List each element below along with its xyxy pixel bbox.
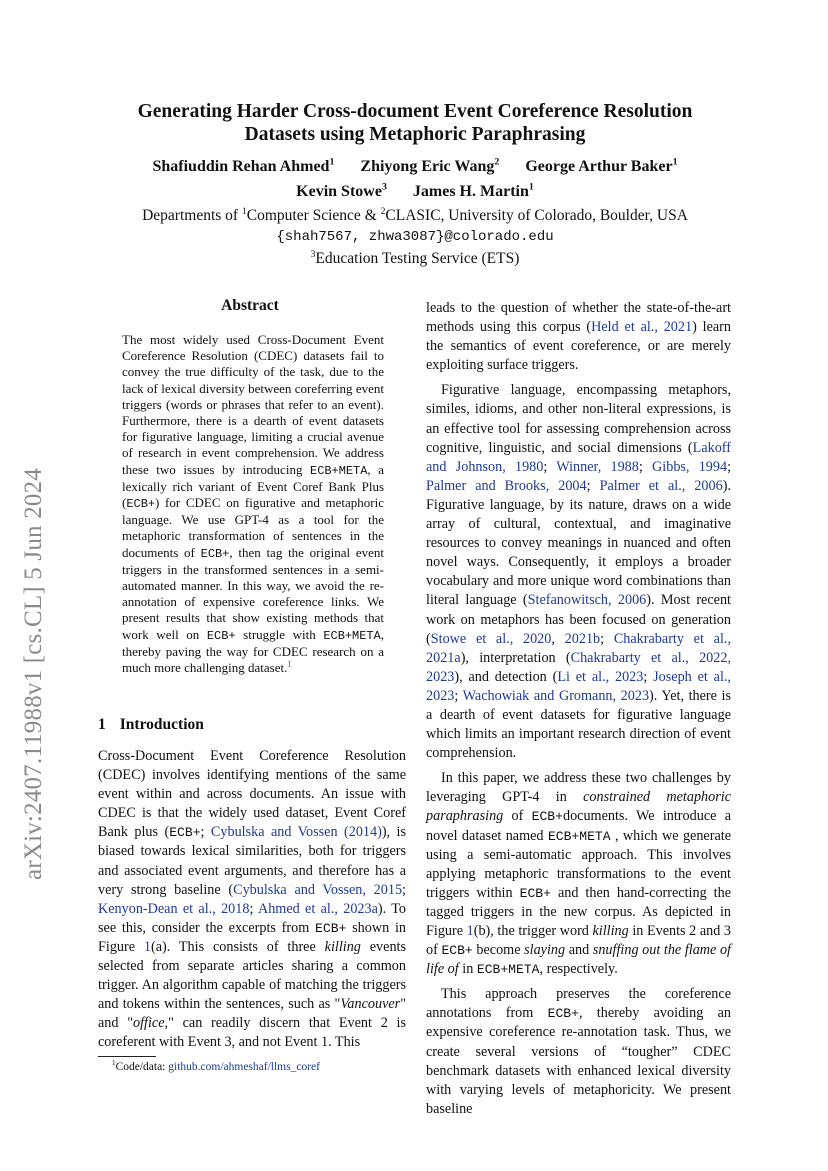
author: Shafiuddin Rehan Ahmed$^1$ bbox=[152, 156, 335, 175]
citation-link[interactable]: Li et al., 2023 bbox=[557, 668, 644, 685]
citation-link[interactable]: Chakrabarty et al., 2021a bbox=[426, 630, 731, 666]
title-line-1: Generating Harder Cross-document Event Coreference Resolution bbox=[137, 101, 693, 122]
author: Kevin Stowe$^3$ bbox=[296, 181, 387, 200]
section-heading-introduction: 1 Introduction bbox=[98, 716, 204, 733]
citation-link[interactable]: Held et al., 2021 bbox=[591, 319, 693, 336]
paper-title bbox=[90, 100, 740, 146]
citation-link[interactable]: Palmer and Brooks, 2004 bbox=[426, 477, 587, 494]
citation-link[interactable]: Palmer et al., 2006 bbox=[599, 477, 723, 494]
author: George Arthur Baker$^1$ bbox=[525, 156, 678, 175]
intro-left-column bbox=[98, 747, 406, 1053]
figure-link[interactable]: 1 bbox=[466, 923, 474, 939]
repository-link[interactable]: github.com/ahmeshaf/llms_coref bbox=[168, 1061, 320, 1073]
citation-link[interactable]: 2021b bbox=[564, 630, 601, 647]
citation-link[interactable]: Chakrabarty et al., 2022, 2023 bbox=[426, 649, 731, 685]
author-list-line-2 bbox=[90, 183, 740, 201]
citation-link[interactable]: Lakoff and Johnson, 1980 bbox=[426, 439, 731, 475]
abstract-heading: Abstract bbox=[221, 297, 279, 314]
author: James H. Martin$^1$ bbox=[412, 181, 534, 200]
paragraph: leads to the question of whether the state-of-the-art methods using this corpus (Held et al., 2021) learn the semantics of event coreference, or are merely exploiting surface triggers. bbox=[426, 300, 731, 374]
abstract-body: The most widely used Cross-Document Event Coreference Resolution (CDEC) datasets fail to convey the true difficulty of the task, due to the lack of lexical diversity between coreferring event triggers (words or phrases that refer to an event). Furthermore, there is a dearth of event datasets for figurative language, limiting a crucial avenue of research in event comprehension. We address these two issues by introducing ECB+META, a lexically rich variant of Event Coref Bank Plus (ECB+) for CDEC on figurative and metaphoric language. We use GPT-4 as a tool for the metaphoric transformation of sentences in the documents of ECB+, then tag the original event triggers in the transformed sentences in a semi-automated manner. In this way, we avoid the re-annotation of expensive coreference links. We present results that show existing methods that work well on ECB+ struggle with ECB+META, thereby paving the way for CDEC research on a much more challenging dataset.$^1$ bbox=[122, 332, 385, 676]
paragraph: Figurative language, encompassing metaphors, similes, idioms, and other non-literal expressions, is an effective tool for assessing comprehension across cognitive, linguistic, and social dimensions (Lakoff and Johnson, 1980; Winner, 1988; Gibbs, 1994; Palmer and Brooks, 2004; Palmer et al., 2006). Figurative language, by its nature, draws on a wide array of cultural, contextual, and imaginative resources to convey meanings in nuanced and often novel ways. Consequently, it employs a broader vocabulary and more unique word combinations than literal language (Stefanowitsch, 2006). Most recent work on metaphors has been focused on generation (Stowe et al., 2020, 2021b; Chakrabarty et al., 2021a), interpretation (Chakrabarty et al., 2022, 2023), and detection (Li et al., 2023; Joseph et al., 2023; Wachowiak and Gromann, 2023). Yet, there is a dearth of event datasets for figurative language which limits an important research direction of event comprehension. bbox=[426, 382, 732, 762]
citation-link[interactable]: Stowe et al., 2020 bbox=[430, 630, 552, 647]
citation-link[interactable]: Joseph et al., 2023 bbox=[426, 668, 731, 704]
citation-link[interactable]: Winner, 1988 bbox=[556, 458, 639, 475]
title-line-2: Datasets using Metaphoric Paraphrasing bbox=[244, 124, 586, 145]
footnote-divider bbox=[98, 1056, 156, 1057]
author-emails: {shah7567, zhwa3087}@colorado.edu bbox=[276, 229, 554, 245]
author-list-line-1 bbox=[90, 158, 740, 176]
paragraph: This approach preserves the coreference annotations from ECB+, thereby avoiding an expensive coreference re-annotation task. Thus, we create several versions of “tougher” CDEC benchmark datasets with enhanced lexical diversity with varying levels of metaphoricity. We present baseline bbox=[426, 986, 731, 1117]
author: Zhiyong Eric Wang$^2$ bbox=[360, 156, 500, 175]
citation-link[interactable]: Kenyon-Dean et al., 2018 bbox=[98, 900, 250, 917]
paragraph: In this paper, we address these two challenges by leveraging GPT-4 in constrained metaphoric paraphrasing of ECB+documents. We introduce a novel dataset named ECB+META , which we generate using a semi-automatic approach. This involves applying metaphoric transformations to the event triggers within ECB+ and then hand-correcting the tagged triggers in the new corpus. As depicted in Figure 1(b), the trigger word killing in Events 2 and 3 of ECB+ become slaying and snuffing out the flame of life of in ECB+META, respectively. bbox=[426, 770, 732, 978]
figure-link[interactable]: 1 bbox=[143, 938, 151, 955]
citation-link[interactable]: Cybulska and Vossen (2014) bbox=[210, 824, 382, 841]
citation-link[interactable]: Stefanowitsch, 2006 bbox=[527, 592, 647, 609]
right-column bbox=[426, 299, 731, 1119]
arxiv-identifier: arXiv:2407.11988v1 [cs.CL] 5 Jun 2024 bbox=[20, 468, 47, 880]
citation-link[interactable]: Gibbs, 1994 bbox=[652, 458, 728, 475]
affiliation-colorado: Departments of $^1$Computer Science & $^2$CLASIC, University of Colorado, Boulder, USA bbox=[142, 205, 688, 224]
citation-link[interactable]: Cybulska and Vossen, 2015 bbox=[233, 881, 403, 898]
citation-link[interactable]: Wachowiak and Gromann, 2023 bbox=[462, 687, 650, 704]
affiliation-ets: $^3$Education Testing Service (ETS) bbox=[310, 248, 520, 267]
footnote-marker[interactable]: 1 bbox=[287, 659, 292, 669]
footnote: $^1$Code/data: github.com/ahmeshaf/llms_coref bbox=[112, 1059, 320, 1073]
paragraph: Cross-Document Event Coreference Resolution (CDEC) involves identifying mentions of the same event within and across documents. An issue with CDEC is that the widely used dataset, Event Coref Bank plus (ECB+; Cybulska and Vossen (2014)), is biased towards lexical similarities, both for triggers and associated event arguments, and therefore has a very strong baseline (Cybulska and Vossen, 2015; Kenyon-Dean et al., 2018; Ahmed et al., 2023a). To see this, consider the excerpts from ECB+ shown in Figure 1(a). This consists of three killing events selected from separate articles sharing a common trigger. An algorithm capable of matching the triggers and tokens within the sentences, such as "Vancouver" and "office," can readily discern that Event 2 is coreferent with Event 3, and not Event 1. This bbox=[98, 748, 407, 1051]
citation-link[interactable]: Ahmed et al., 2023a bbox=[257, 900, 378, 917]
